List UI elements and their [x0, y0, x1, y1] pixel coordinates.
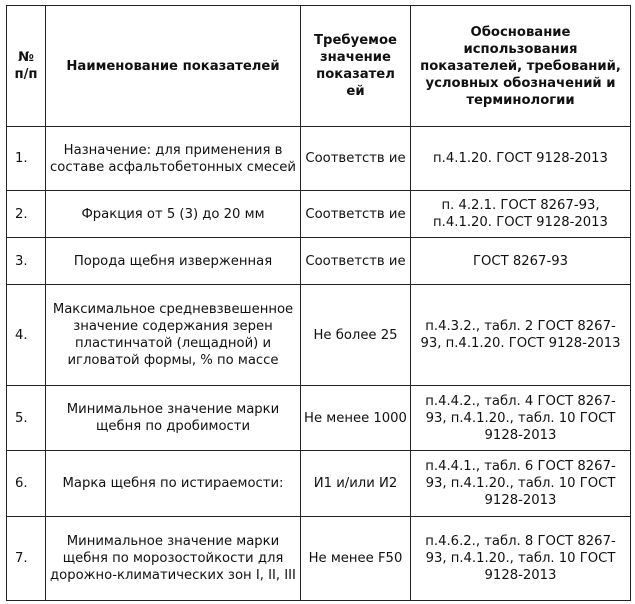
header-required: Требуемое значение показател ей [301, 6, 411, 127]
row-num: 3. [7, 238, 46, 285]
table-row [7, 191, 631, 238]
row-basis: п.4.4.1., табл. 6 ГОСТ 8267-93, п.4.1.20., табл. 10 ГОСТ 9128-2013 [411, 451, 631, 517]
row-required: Не более 25 [301, 285, 411, 386]
row-num: 6. [7, 451, 46, 517]
row-num: 5. [7, 386, 46, 451]
row-name: Минимальное значение марки щебня по морозостойкости для дорожно-климатических зон I, II, III [46, 517, 301, 601]
row-name: Минимальное значение марки щебня по дробимости [46, 386, 301, 451]
row-name: Назначение: для применения в составе асфальтобетонных смесей [46, 127, 301, 191]
row-required: Соответств ие [301, 191, 411, 238]
row-required: Соответств ие [301, 238, 411, 285]
row-basis: п.4.6.2., табл. 8 ГОСТ 8267-93, п.4.1.20., табл. 10 ГОСТ 9128-2013 [411, 517, 631, 601]
table-row [7, 238, 631, 285]
table-row [7, 451, 631, 517]
requirements-table [6, 5, 631, 601]
row-name: Фракция от 5 (3) до 20 мм [46, 191, 301, 238]
row-required: Соответств ие [301, 127, 411, 191]
row-required: Не менее 1000 [301, 386, 411, 451]
row-num: 7. [7, 517, 46, 601]
table-row [7, 127, 631, 191]
row-required: Не менее F50 [301, 517, 411, 601]
row-basis: ГОСТ 8267-93 [411, 238, 631, 285]
row-basis: п.4.3.2., табл. 2 ГОСТ 8267-93, п.4.1.20. ГОСТ 9128-2013 [411, 285, 631, 386]
header-basis: Обоснование использования показателей, требований, условных обозначений и терминологии [411, 6, 631, 127]
row-basis: п.4.4.2., табл. 4 ГОСТ 8267-93, п.4.1.20., табл. 10 ГОСТ 9128-2013 [411, 386, 631, 451]
row-num: 2. [7, 191, 46, 238]
header-num: № п/п [7, 6, 46, 127]
row-num: 4. [7, 285, 46, 386]
row-name: Максимальное средневзвешенное значение содержания зерен пластинчатой (лещадной) и игловатой формы, % по массе [46, 285, 301, 386]
row-num: 1. [7, 127, 46, 191]
row-basis: п.4.1.20. ГОСТ 9128-2013 [411, 127, 631, 191]
row-name: Марка щебня по истираемости: [46, 451, 301, 517]
table-row [7, 517, 631, 601]
row-name: Порода щебня изверженная [46, 238, 301, 285]
table-row [7, 285, 631, 386]
row-basis: п. 4.2.1. ГОСТ 8267-93, п.4.1.20. ГОСТ 9128-2013 [411, 191, 631, 238]
table-row [7, 386, 631, 451]
header-row [7, 6, 631, 127]
header-name: Наименование показателей [46, 6, 301, 127]
row-required: И1 и/или И2 [301, 451, 411, 517]
